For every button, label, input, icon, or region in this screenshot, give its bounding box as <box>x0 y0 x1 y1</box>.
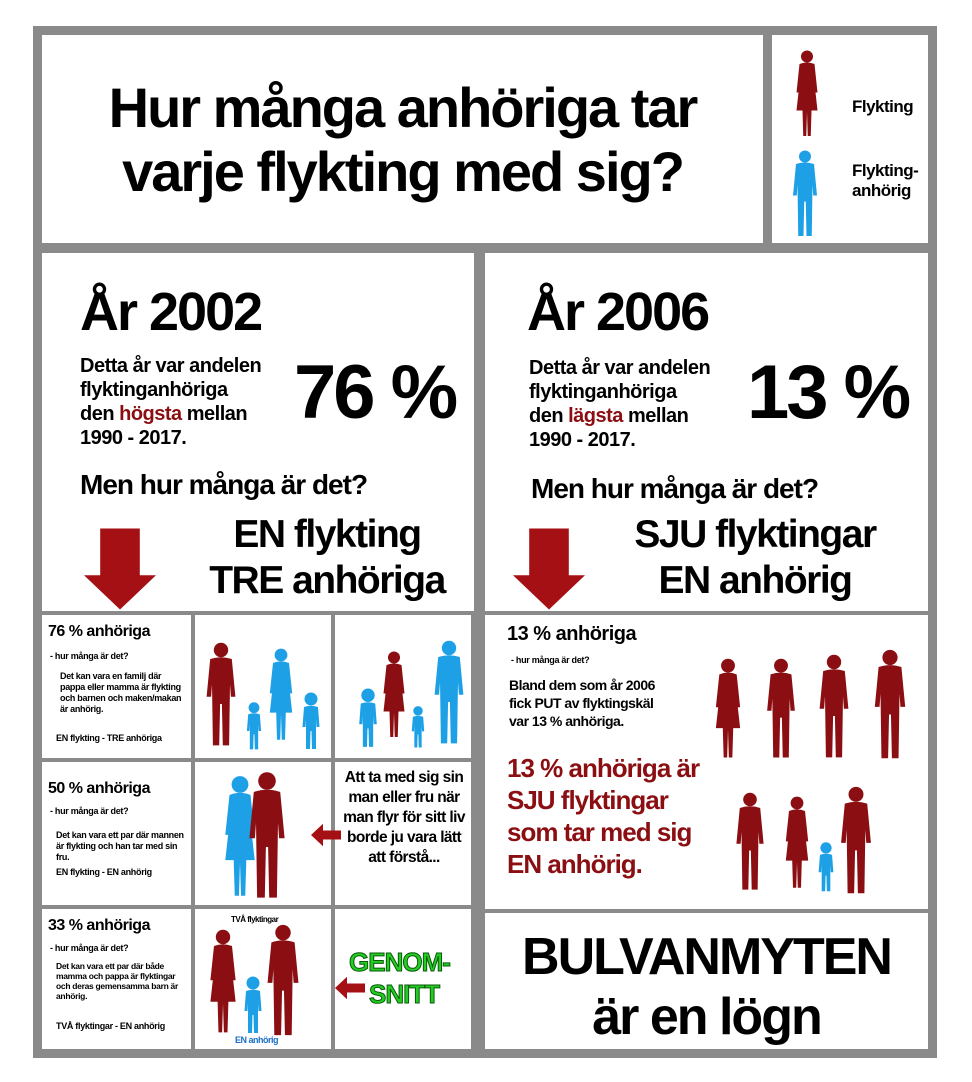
case-33-sub: - hur många är det? <box>50 943 129 953</box>
page-title-line1: Hur många anhöriga tar <box>108 76 697 139</box>
infographic-frame <box>33 26 937 1058</box>
case-76-text-panel <box>42 615 191 758</box>
left-arrow-icon <box>311 823 341 847</box>
year-2006-desc-line2: flyktinganhöriga <box>529 381 677 403</box>
highest-word: högsta <box>119 403 182 425</box>
desc-text: den <box>529 405 569 427</box>
legend-panel <box>772 35 928 243</box>
left-arrow-icon <box>335 976 365 1000</box>
mother-relative-icon <box>265 643 297 747</box>
refugee-icon <box>733 787 767 897</box>
case-76-title: 76 % anhöriga <box>48 623 150 640</box>
case-50-title: 50 % anhöriga <box>48 780 150 797</box>
refugee-icon <box>763 657 799 761</box>
year-2006-heading: År 2006 <box>527 282 709 342</box>
myth-panel <box>485 913 928 1049</box>
myth-line2: är en lögn <box>592 988 821 1046</box>
year-2002-desc-line3 <box>80 403 247 426</box>
refugee-icon <box>781 789 813 897</box>
page-title-line2: varje flykting med sig? <box>122 140 683 203</box>
case-50-sub: - hur många är det? <box>50 806 129 816</box>
case-76-footer: EN flykting - TRE anhöriga <box>56 733 162 743</box>
refugee-icon <box>709 657 747 761</box>
year-2002-desc-line2: flyktinganhöriga <box>80 379 228 401</box>
father-refugee-icon <box>263 923 303 1039</box>
case-50-footer: EN flykting - EN anhörig <box>56 867 152 877</box>
year-2002-heading: År 2002 <box>80 282 262 342</box>
average-label-line1: GENOM- <box>349 947 450 977</box>
case-13-highlight-line2: SJU flyktingar <box>507 785 668 815</box>
case-13-body-line2: fick PUT av flyktingskäl <box>509 695 654 711</box>
desc-text: mellan <box>622 405 689 427</box>
desc-text: mellan <box>181 403 248 425</box>
year-2002-answer-line2: TRE anhöriga <box>209 559 445 602</box>
year-2002-question: Men hur många är det? <box>80 469 368 500</box>
year-2006-answer-line2: EN anhörig <box>658 559 852 602</box>
down-arrow-icon <box>84 525 156 611</box>
child-relative-icon <box>241 975 265 1035</box>
case-13-body-line3: var 13 % anhöriga. <box>509 713 624 729</box>
year-2006-answer-line1: SJU flyktingar <box>634 513 876 556</box>
year-2006-panel <box>485 253 928 611</box>
year-2002-answer-line1: EN flykting <box>233 513 421 556</box>
case-50-comment-panel <box>335 762 471 905</box>
legend-refugee-label: Flykting <box>852 97 914 116</box>
relative-figure-icon <box>790 149 820 239</box>
refugee-icon <box>837 785 875 897</box>
header-panel <box>42 35 763 243</box>
case-13-highlight-line3: som tar med sig <box>507 817 692 847</box>
case-50-body: Det kan vara ett par där mannen är flykting och han tar med sin fru. <box>56 830 184 862</box>
case-33-title: 33 % anhöriga <box>48 917 150 934</box>
case-50-comment: Att ta med sig sin man eller fru när man flyr för sitt liv borde ju vara lätt att förstå... <box>343 769 465 866</box>
down-arrow-icon <box>513 525 585 611</box>
case-33-image-bottom-label: EN anhörig <box>235 1035 279 1045</box>
lowest-word: lägsta <box>568 405 623 427</box>
case-76-body: Det kan vara en familj där pappa eller mamma är flykting och barnen och maken/makan är anhörig. <box>60 671 182 714</box>
case-76-sub: - hur många är det? <box>50 651 129 661</box>
refugee-icon <box>815 653 853 761</box>
refugee-icon <box>871 647 909 763</box>
mother-refugee-icon <box>205 927 241 1037</box>
case-13-body-line1: Bland dem som år 2006 <box>509 677 655 693</box>
case-50-text-panel <box>42 762 191 905</box>
year-2002-desc-line1: Detta år var andelen <box>80 355 262 377</box>
child-relative-icon <box>407 705 429 749</box>
year-2006-desc-line4: 1990 - 2017. <box>529 429 636 451</box>
case-13-highlight-line4: EN anhörig. <box>507 849 642 879</box>
year-2006-desc-line1: Detta år var andelen <box>529 357 711 379</box>
mother-refugee-icon <box>379 643 409 747</box>
child-relative-icon <box>299 691 323 751</box>
desc-text: den <box>80 403 120 425</box>
case-13-sub: - hur många är det? <box>511 655 590 665</box>
husband-refugee-icon <box>245 768 289 904</box>
year-2006-percent: 13 % <box>747 350 909 435</box>
year-2002-desc-line4: 1990 - 2017. <box>80 427 187 449</box>
case-33-image <box>195 909 331 1049</box>
father-refugee-icon <box>203 641 239 749</box>
legend-relative-label-line1: Flykting- <box>852 161 919 180</box>
father-relative-icon <box>431 637 467 749</box>
child-relative-icon <box>815 841 837 893</box>
case-33-footer: TVÅ flyktingar - EN anhörig <box>56 1021 165 1031</box>
case-13-panel <box>485 615 928 909</box>
year-2006-question: Men hur många är det? <box>531 473 819 504</box>
case-33-image-top-label: TVÅ flyktingar <box>231 915 279 924</box>
year-2002-panel <box>42 253 474 611</box>
average-label-line2: SNITT <box>369 979 440 1009</box>
year-2006-desc-line3 <box>529 405 688 428</box>
child-relative-icon <box>243 701 265 751</box>
case-33-text-panel <box>42 909 191 1049</box>
refugee-figure-icon <box>792 49 822 139</box>
case-76-image-a <box>195 615 331 758</box>
case-33-body: Det kan vara ett par där både mamma och pappa är flyktingar och deras gemensamma barn är anhörig. <box>56 961 178 1001</box>
year-2002-percent: 76 % <box>294 350 456 435</box>
case-76-image-b <box>335 615 471 758</box>
legend-relative-label-line2: anhörig <box>852 181 911 200</box>
case-13-title: 13 % anhöriga <box>507 623 637 645</box>
myth-line1: BULVANMYTEN <box>522 928 891 986</box>
case-13-highlight-line1: 13 % anhöriga är <box>507 753 700 783</box>
